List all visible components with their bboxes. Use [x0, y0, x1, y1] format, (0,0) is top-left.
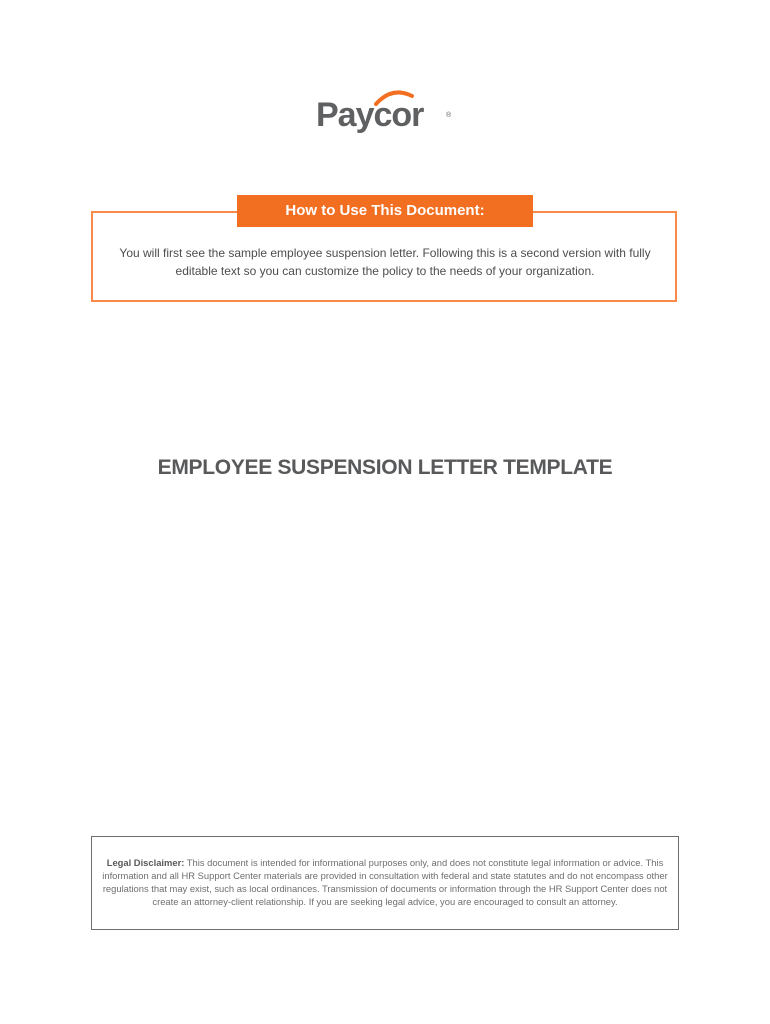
- legal-disclaimer-label: Legal Disclaimer:: [106, 857, 185, 868]
- logo-arc-icon: [374, 88, 414, 108]
- legal-disclaimer-text: This document is intended for informational purposes only, and does not constitute legal information or advice. This information and all HR Support Center materials are provided in consultation with federal and state statutes and do not encompass other regulations that may exist, such as local ordinances. Transmission of documents or information through the HR Support Center does not create an attorney-client relationship. If you are seeking legal advice, you are encouraged to consult an attorney.: [102, 857, 668, 907]
- how-to-use-text: You will first see the sample employee suspension letter. Following this is a second version with fully editable text so you can customize the policy to the needs of your organization.: [119, 246, 651, 278]
- how-to-use-heading: How to Use This Document:: [237, 195, 533, 227]
- legal-disclaimer: [100, 856, 670, 908]
- paycor-logo: [316, 90, 456, 142]
- logo-wordmark: Paycor: [316, 96, 424, 134]
- logo-registered-mark: ®: [446, 112, 452, 119]
- document-title: EMPLOYEE SUSPENSION LETTER TEMPLATE: [157, 456, 613, 479]
